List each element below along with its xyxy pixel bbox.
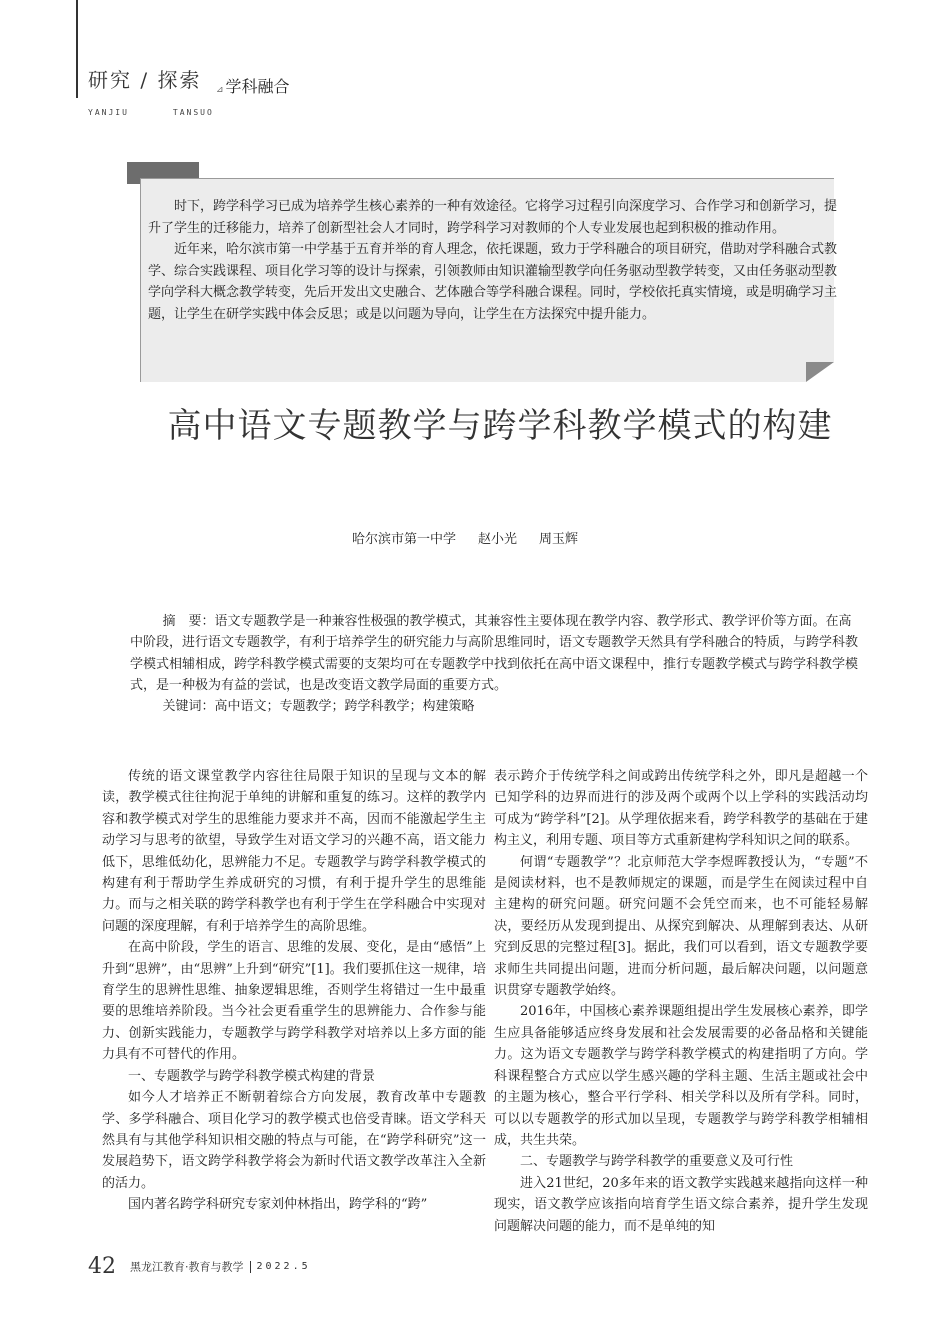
topic-marker: ⊿ [216,85,224,95]
body-paragraph: 传统的语文课堂教学内容往往局限于知识的呈现与文本的解读，教学模式往往拘泥于单纯的讲解和重复的练习。这样的教学内容和教学模式对学生的思维能力要求并不高，因而不能激起学生主动学习与思考的欲望，导致学生对语文学习的兴趣不高，语文能力低下，思维低幼化，思辨能力不足。专题教学与跨学科教学模式的构建有利于帮助学生养成研究的习惯，有利于提升学生的思维能力。而与之相关联的跨学科教学也有利于学生在学科融合中实现对问题的深度理解，有利于培养学生的高阶思维。 [102,769,486,934]
keywords: 关键词：高中语文；专题教学；跨学科教学；构建策略 [162,699,475,715]
abstract: 摘 要：语文专题教学是一种兼容性极强的教学模式，其兼容性主要体现在教学内容、教学形式、教学评价等方面。在高中阶段，进行语文专题教学，有利于培养学生的研究能力与高阶思维同时，语文专题教学天然具有学科融合的特质，与跨学科教学模式相辅相成，跨学科教学模式需要的支架均可在专题教学中找到依托在高中语文课程中，推行专题教学模式与跨学科教学模式，是一种极为有益的尝试，也是改变语文教学局面的重要方式。 [130,614,859,693]
header-rule [76,0,78,98]
author-line [352,528,600,547]
section-title: 研究 / 探索 [88,68,202,92]
intro-paragraph: 时下，跨学科学习已成为培养学生核心素养的一种有效途径。它将学习过程引向深度学习、合作学习和创新学习，提升了学生的迁移能力，培养了创新型社会人才同时，跨学科学习对教师的个人专业发展也起到积极的推动作用。 [148,199,838,236]
body-paragraph: 表示跨介于传统学科之间或跨出传统学科之外，即凡是超越一个已知学科的边界而进行的涉及两个或两个以上学科的实践活动均可成为“跨学科”[2]。从学理依据来看，跨学科教学的基础在于建构主义，利用专题、项目等方式重新建构学科知识之间的联系。 [494,769,868,849]
article-title: 高中语文专题教学与跨学科教学模式的构建 [167,406,833,446]
body-paragraph: 2016年，中国核心素养课题组提出学生发展核心素养，即学生应具备能够适应终身发展和社会发展需要的必备品格和关键能力。这为语文专题教学与跨学科教学模式的构建指明了方向。学科课程整合方式应以学生感兴趣的学科主题、生活主题或社会中的主题为核心，整合平行学科、相关学科以及所有学科。同时，可以以专题教学的形式加以呈现，专题教学与跨学科教学相辅相成，共生共荣。 [494,1004,868,1148]
footer-divider [250,1261,251,1273]
pinyin-2: TANSUO [172,108,214,117]
journal-name: 黑龙江教育·教育与教学 [130,1260,244,1274]
body-paragraph: 国内著名跨学科研究专家刘仲林指出，跨学科的“跨” [128,1197,428,1213]
page-footer [88,1254,311,1279]
author: 周玉辉 [539,532,579,547]
body-paragraph: 何谓“专题教学”？北京师范大学李煜晖教授认为，“专题”不是阅读材料，也不是教师规定的课题，而是学生在阅读过程中自主建构的研究问题。研究问题不会凭空而来，也不可能轻易解决，要经历从发现到提出、从探究到解决、从理解到表达、从研究到反思的完整过程[3]。据此，我们可以看到，语文专题教学要求师生共同提出问题，进而分析问题，最后解决问题，以问题意识贯穿专题教学始终。 [494,854,868,999]
section-heading: 二、专题教学与跨学科教学的重要意义及可行性 [520,1154,794,1170]
body-paragraph: 在高中阶段，学生的语言、思维的发展、变化，是由“感悟”上升到“思辨”，由“思辨”上升到“研究”[1]。我们要抓住这一规律，培育学生的思辨性思维、抽象逻辑思维，否则学生将错过一生中最重要的思维培养阶段。当今社会更看重学生的思辨能力、合作参与能力、创新实践能力，专题教学与跨学科教学对培养以上多方面的能力具有不可替代的作用。 [102,940,486,1063]
topic-label: 学科融合 [225,77,290,96]
issue-date: 2022.5 [256,1261,311,1272]
section-heading: 一、专题教学与跨学科教学模式构建的背景 [128,1068,376,1084]
affiliation: 哈尔滨市第一中学 [352,532,457,547]
abstract-block [130,611,862,717]
section-pinyin [88,108,258,117]
body-paragraph: 如今人才培养正不断朝着综合方向发展，教育改革中专题教学、多学科融合、项目化学习的教学模式也倍受青睐。语文学科天然具有与其他学科知识相交融的特点与可能，在“跨学科研究”这一发展趋势下，语文跨学科教学将会为新时代语文教学改革注入全新的活力。 [102,1090,486,1191]
body-paragraph: 进入21世纪，20多年来的语文教学实践越来越指向这样一种现实，语文教学应该指向培育学生语文综合素养，提升学生发现问题解决问题的能力，而不是单纯的知 [494,1175,868,1234]
body-column-left [102,766,486,1216]
pinyin-1: YANJIU [88,108,129,117]
author: 赵小光 [478,532,518,547]
intro-text [148,196,848,325]
body-column-right [494,766,868,1237]
intro-paragraph: 近年来，哈尔滨市第一中学基于五育并举的育人理念，依托课题，致力于学科融合的项目研究，借助对学科融合式教学、综合实践课程、项目化学习等的设计与探索，引领教师由知识灌输型教学向任务驱动型教学转变，又由任务驱动型教学向学科大概念教学转变，先后开发出文史融合、艺体融合等学科融合课程。同时，学校依托真实情境，或是明确学习主题，让学生在研学实践中体会反思；或是以问题为导向，让学生在方法探究中提升能力。 [148,242,838,322]
folded-corner [806,362,834,382]
page-number: 42 [88,1254,116,1279]
column-topic [216,74,290,97]
